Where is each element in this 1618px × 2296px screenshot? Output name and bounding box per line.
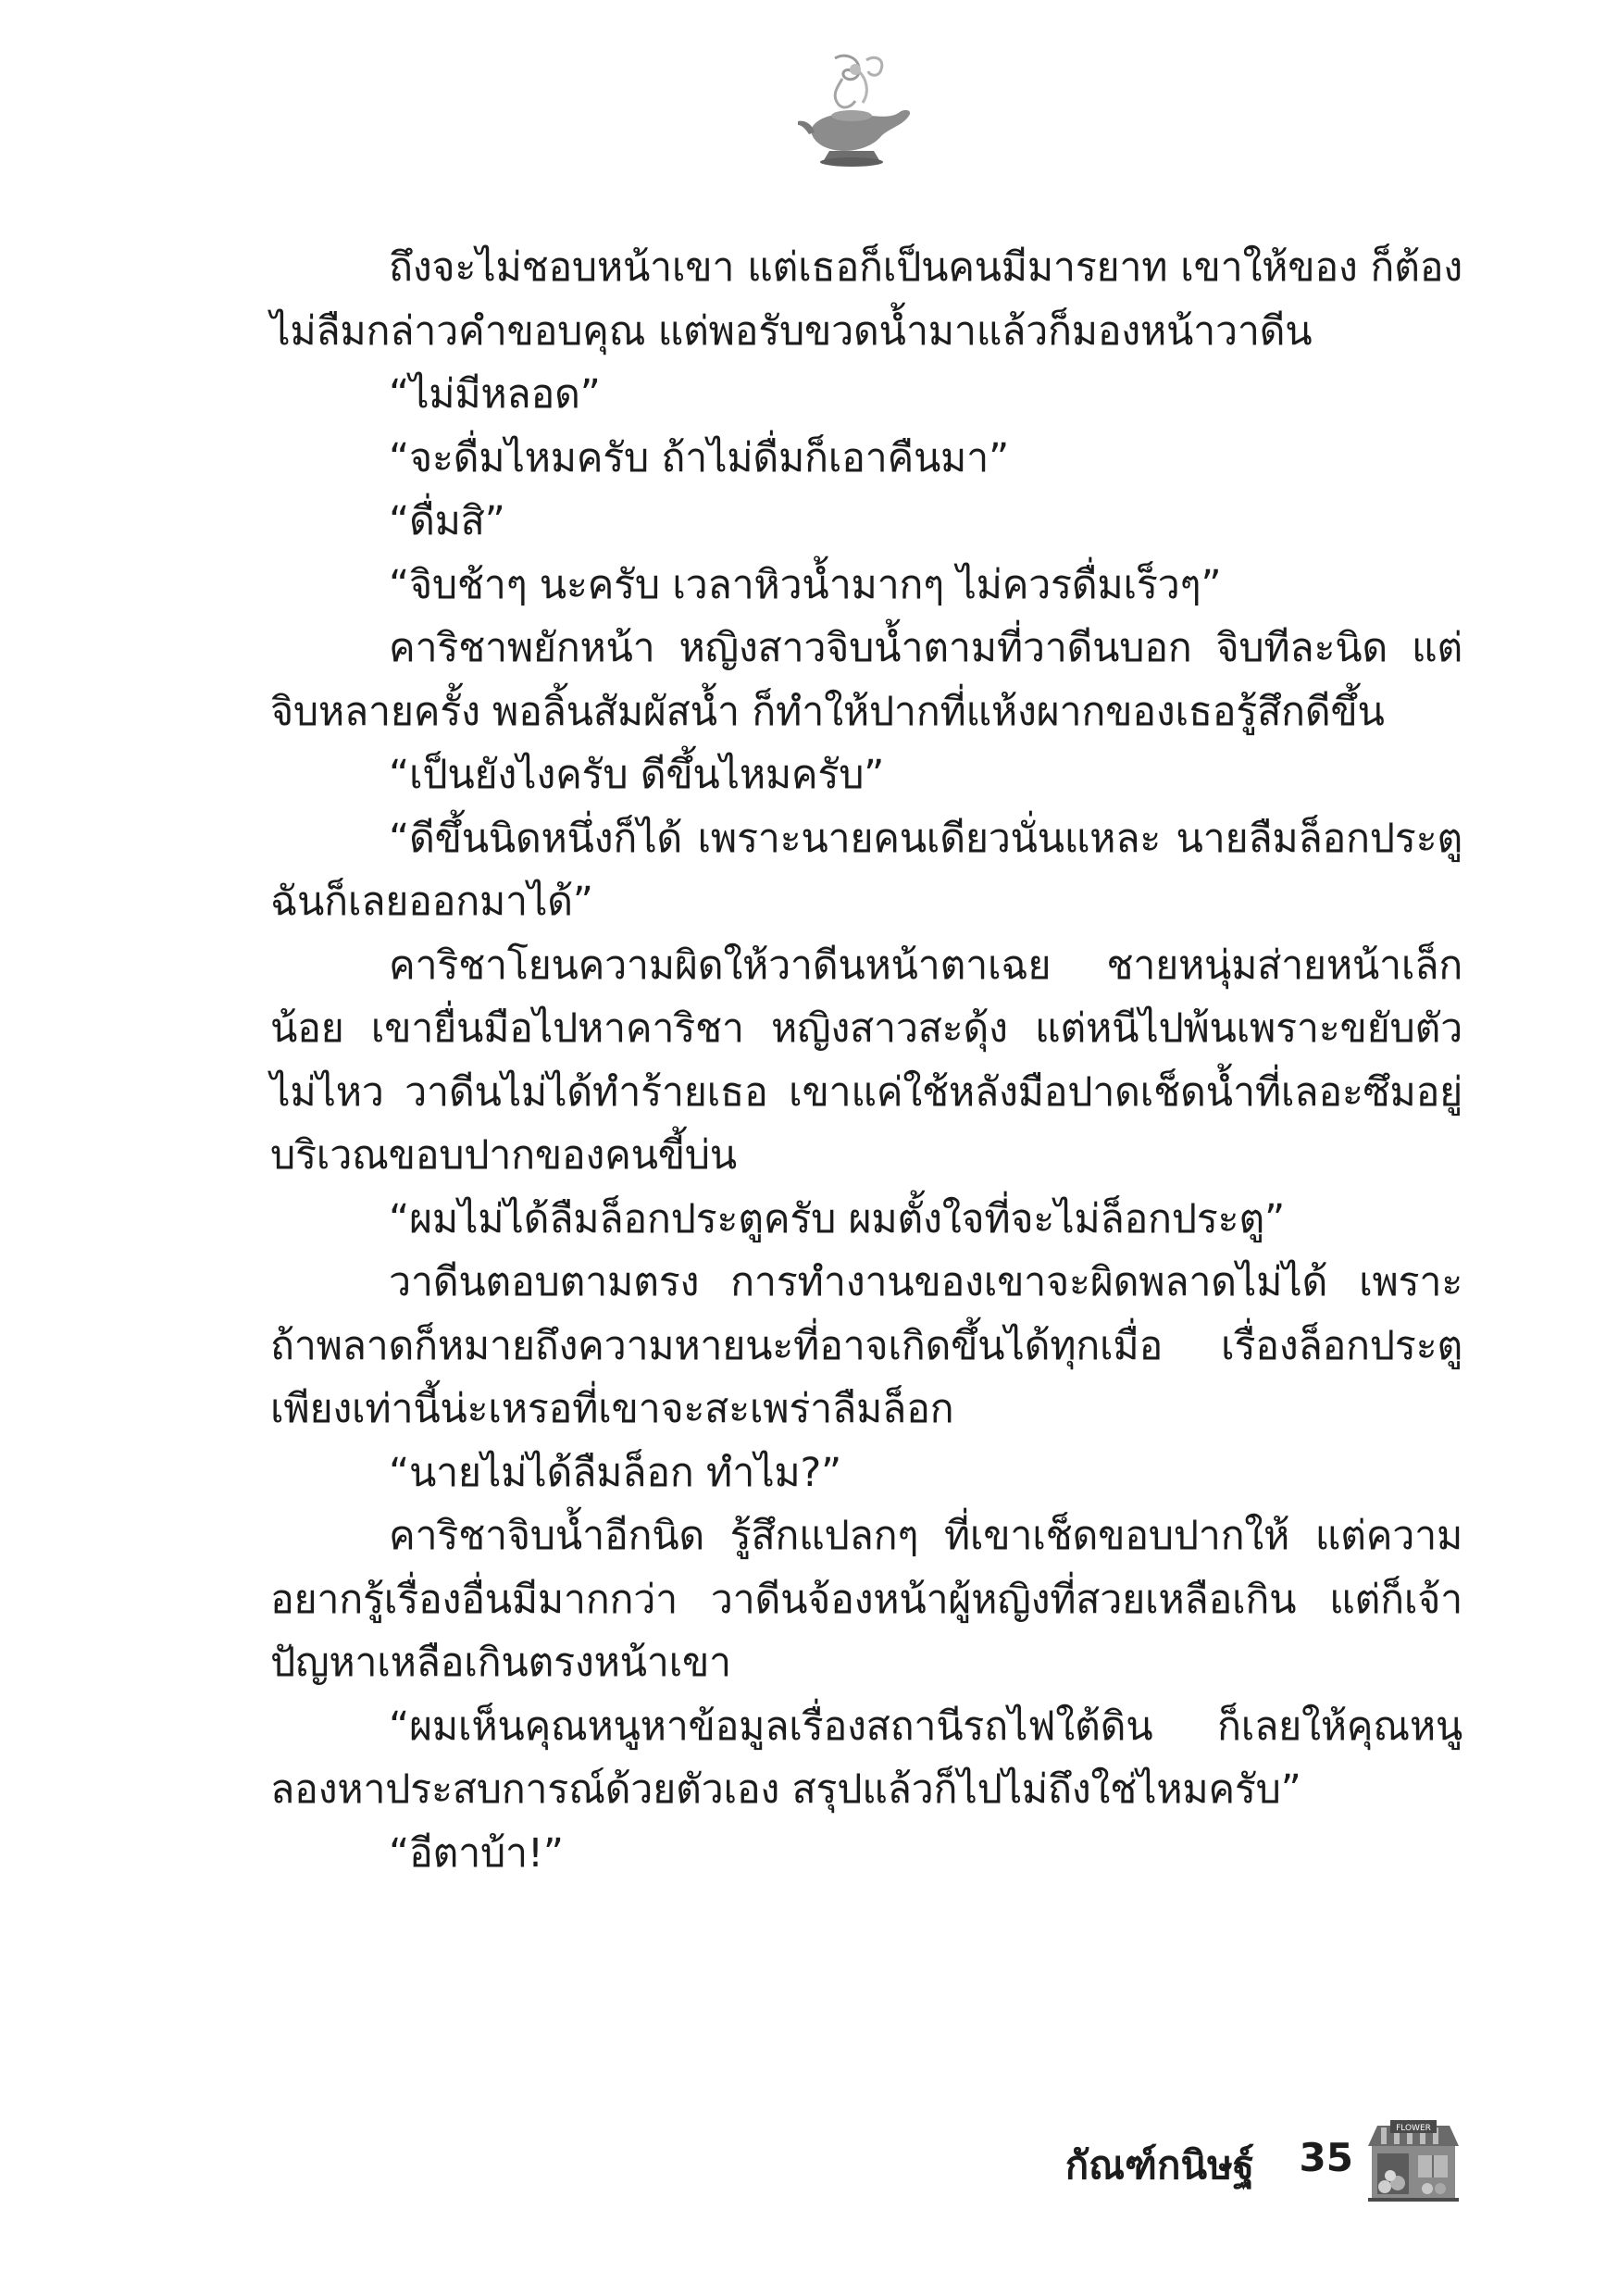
paragraph: “ดื่มสิ”	[389, 498, 505, 544]
paragraph: “อีตาบ้า!”	[389, 1829, 564, 1877]
paragraph: “ผมไม่ได้ลืมล็อกประตูครับ ผมตั้งใจที่จะไม่ล็อกประตู”	[389, 1195, 1285, 1242]
book-title: กัณฑ์กนิษฐ์	[1064, 2142, 1254, 2188]
paragraph: “นายไม่ได้ลืมล็อก ทำไม?”	[389, 1449, 841, 1496]
paragraph: คาริชาจิบน้ำอีกนิด รู้สึกแปลกๆ ที่เขาเช็ดขอบปากให้ แต่ความอยากรู้เรื่องอื่นมีมากกว่า วาดีนจ้องหน้าผู้หญิงที่สวยเหลือเกิน แต่ก็เจ้าปัญหาเหลือเกินตรงหน้าเขา	[270, 1513, 1462, 1686]
shop-sign-text: FLOWER	[1396, 2124, 1431, 2133]
paragraph: “ผมเห็นคุณหนูหาข้อมูลเรื่องสถานีรถไฟใต้ดิน ก็เลยให้คุณหนูลองหาประสบการณ์ด้วยตัวเอง สรุปแล้วก็ไปไม่ถึงใช่ไหมครับ”	[270, 1703, 1462, 1813]
paragraph: ถึงจะไม่ชอบหน้าเขา แต่เธอก็เป็นคนมีมารยาท เขาให้ของ ก็ต้องไม่ลืมกล่าวคำขอบคุณ แต่พอรับขวดน้ำมาแล้วก็มองหน้าวาดีน	[270, 244, 1462, 355]
paragraph: “ดีขึ้นนิดหนึ่งก็ได้ เพราะนายคนเดียวนั่นแหละ นายลืมล็อกประตู ฉันก็เลยออกมาได้”	[270, 815, 1462, 925]
paragraph: “เป็นยังไงครับ ดีขึ้นไหมครับ”	[389, 752, 885, 798]
page-number: 35	[1299, 2135, 1353, 2180]
paragraph: คาริชาโยนความผิดให้วาดีนหน้าตาเฉย ชายหนุ่มส่ายหน้าเล็กน้อย เขายื่นมือไปหาคาริชา หญิงสาวสะดุ้ง แต่หนีไปพ้นเพราะขยับตัวไม่ไหว วาดีนไม่ได้ทำร้ายเธอ เขาแค่ใช้หลังมือปาดเช็ดน้ำที่เลอะซึมอยู่บริเวณขอบปากของคนขี้บ่น	[270, 942, 1462, 1179]
paragraph: วาดีนตอบตามตรง การทำงานของเขาจะผิดพลาดไม่ได้ เพราะถ้าพลาดก็หมายถึงความหายนะที่อาจเกิดขึ้นได้ทุกเมื่อ เรื่องล็อกประตูเพียงเท่านี้น่ะเหรอที่เขาจะสะเพร่าลืมล็อก	[270, 1259, 1462, 1432]
paragraph: “ไม่มีหลอด”	[389, 371, 601, 418]
paragraph: “จิบช้าๆ นะครับ เวลาหิวน้ำมากๆ ไม่ควรดื่มเร็วๆ”	[389, 561, 1222, 608]
paragraph: “จะดื่มไหมครับ ถ้าไม่ดื่มก็เอาคืนมา”	[389, 434, 1009, 481]
story-body	[270, 236, 1462, 1885]
paragraph: คาริชาพยักหน้า หญิงสาวจิบน้ำตามที่วาดีนบอก จิบทีละนิด แต่จิบหลายครั้ง พอลิ้นสัมผัสน้ำ ก็ทำให้ปากที่แห้งผากของเธอรู้สึกดีขึ้น	[270, 625, 1462, 735]
genie-lamp-icon	[778, 51, 926, 171]
flower-shop-icon	[1363, 2118, 1464, 2203]
page-footer	[1064, 2118, 1472, 2211]
